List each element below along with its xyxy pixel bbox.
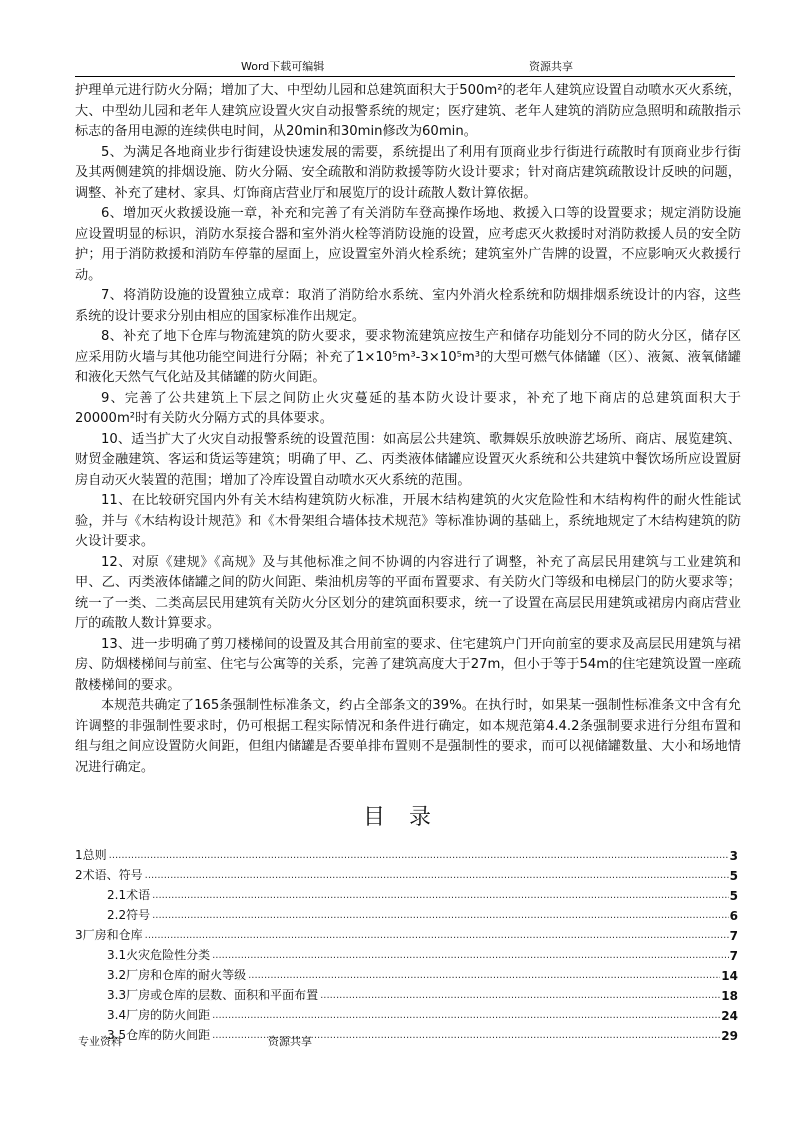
toc-entry-label: 1总则 bbox=[75, 848, 107, 862]
body-text bbox=[75, 81, 741, 778]
toc-entry-label: 3.1火灾危险性分类 bbox=[107, 948, 211, 962]
toc-entry-label: 2.1术语 bbox=[107, 888, 151, 902]
paragraph: 10、适当扩大了火灾自动报警系统的设置范围：如高层公共建筑、歌舞娱乐放映游艺场所、商店、展览建筑、财贸金融建筑、客运和货运等建筑；明确了甲、乙、丙类液体储罐应设置灭火系统和公共建筑中餐饮场所应设置厨房自动灭火装置的范围；增加了冷库设置自动喷水灭火系统的范围。 bbox=[75, 431, 741, 488]
paragraph: 6、增加灭火救援设施一章，补充和完善了有关消防车登高操作场地、救援入口等的设置要求；规定消防设施应设置明显的标识，消防水泵接合器和室外消火栓等消防设施的设置，应考虑灭火救援时对消防救援人员的安全防护；用于消防救援和消防车停靠的屋面上，应设置室外消火栓系统；建筑室外广告牌的设置，不应影响灭火救援行动。 bbox=[75, 206, 741, 283]
toc-entry-label: 3厂房和仓库 bbox=[75, 928, 143, 942]
paragraph: 护理单元进行防火分隔；增加了大、中型幼儿园和总建筑面积大于500m²的老年人建筑应设置自动喷水灭火系统，大、中型幼儿园和老年人建筑应设置火灾自动报警系统的规定；医疗建筑、老年人建筑的消防应急照明和疏散指示标志的备用电源的连续供电时间，从20min和30min修改为60min。 bbox=[75, 83, 741, 139]
toc-leader-dots bbox=[145, 869, 729, 883]
paragraph: 7、将消防设施的设置独立成章：取消了消防给水系统、室内外消火栓系统和防烟排烟系统设计的内容，这些系统的设计要求分别由相应的国家标准作出规定。 bbox=[75, 288, 741, 324]
toc-entry-page: 5 bbox=[729, 869, 738, 883]
toc-entry-page: 29 bbox=[721, 1029, 738, 1043]
paragraph: 11、在比较研究国内外有关木结构建筑防火标准，开展木结构建筑的火灾危险性和木结构构件的耐火性能试验，并与《木结构设计规范》和《木骨架组合墙体技术规范》等标准协调的基础上，系统地规定了木结构建筑的防火设计要求。 bbox=[75, 493, 741, 549]
toc-entry[interactable] bbox=[75, 963, 738, 983]
toc-leader-dots bbox=[248, 969, 720, 983]
toc-entry-label: 2.2符号 bbox=[107, 908, 151, 922]
toc-entry-page: 7 bbox=[729, 949, 738, 963]
paragraph: 8、补充了地下仓库与物流建筑的防火要求，要求物流建筑应按生产和储存功能划分不同的防火分区，储存区应采用防火墙与其他功能空间进行分隔；补充了1×10⁵m³-3×10⁵m³的大型可燃气体储罐（区）、液氮、液氧储罐和液化天然气气化站及其储罐的防火间距。 bbox=[75, 329, 741, 385]
toc-entry[interactable] bbox=[75, 1023, 738, 1043]
toc-leader-dots bbox=[212, 949, 729, 963]
toc-entry-label: 3.2厂房和仓库的耐火等级 bbox=[107, 968, 247, 982]
header-right-text: 资源共享 bbox=[529, 60, 573, 73]
toc-leader-dots bbox=[152, 909, 729, 923]
toc-entry-page: 5 bbox=[729, 889, 738, 903]
toc-entry-page: 3 bbox=[729, 849, 738, 863]
toc-entry[interactable] bbox=[75, 843, 738, 863]
footer-left-text: 专业资料 bbox=[78, 1035, 122, 1048]
toc-entry-page: 18 bbox=[721, 989, 738, 1003]
toc-entry-label: 3.3厂房或仓库的层数、面积和平面布置 bbox=[107, 988, 319, 1002]
toc-leader-dots bbox=[212, 1009, 720, 1023]
toc-entry[interactable] bbox=[75, 883, 738, 903]
table-of-contents bbox=[75, 843, 738, 1043]
toc-entry-page: 14 bbox=[721, 969, 738, 983]
toc-entry[interactable] bbox=[75, 903, 738, 923]
paragraph: 12、对原《建规》《高规》及与其他标准之间不协调的内容进行了调整，补充了高层民用建筑与工业建筑和甲、乙、丙类液体储罐之间的防火间距、柴油机房等的平面布置要求、有关防火门等级和电梯层门的防火要求等；统一了一类、二类高层民用建筑有关防火分区划分的建筑面积要求，统一了设置在高层民用建筑或裙房内商店营业厅的疏散人数计算要求。 bbox=[75, 554, 741, 631]
page-header bbox=[75, 54, 735, 77]
paragraph: 本规范共确定了165条强制性标准条文，约占全部条文的39%。在执行时，如果某一强制性标准条文中含有允许调整的非强制性要求时，仍可根据工程实际情况和条件进行确定，如本规范第4.4.2条强制要求进行分组布置和组与组之间应设置防火间距，但组内储罐是否要单排布置则不是强制性的要求，而可以视储罐数量、大小和场地情况进行确定。 bbox=[75, 698, 741, 775]
toc-entry-label: 3.5仓库的防火间距 bbox=[107, 1028, 211, 1042]
toc-entry[interactable] bbox=[75, 923, 738, 943]
header-left-text: Word下载可编辑 bbox=[241, 60, 325, 73]
toc-entry-label: 2术语、符号 bbox=[75, 868, 143, 882]
paragraph: 9、完善了公共建筑上下层之间防止火灾蔓延的基本防火设计要求，补充了地下商店的总建筑面积大于20000m²时有关防火分隔方式的具体要求。 bbox=[75, 390, 741, 426]
toc-entry[interactable] bbox=[75, 943, 738, 963]
toc-entry[interactable] bbox=[75, 1003, 738, 1023]
toc-leader-dots bbox=[109, 849, 729, 863]
toc-entry[interactable] bbox=[75, 863, 738, 883]
toc-entry-label: 3.4厂房的防火间距 bbox=[107, 1008, 211, 1022]
toc-leader-dots bbox=[152, 889, 729, 903]
toc-title: 目录 bbox=[362, 805, 455, 830]
footer-right-text: 资源共享 bbox=[268, 1035, 312, 1048]
paragraph: 5、为满足各地商业步行街建设快速发展的需要，系统提出了利用有顶商业步行街进行疏散时有顶商业步行街及其两侧建筑的排烟设施、防火分隔、安全疏散和消防救援等防火设计要求；针对商店建筑疏散设计反映的问题，调整、补充了建材、家具、灯饰商店营业厅和展览厅的设计疏散人数计算依据。 bbox=[75, 144, 741, 201]
toc-entry-page: 7 bbox=[729, 929, 738, 943]
toc-entry-page: 24 bbox=[721, 1009, 738, 1023]
toc-entry-page: 6 bbox=[729, 909, 738, 923]
toc-entry[interactable] bbox=[75, 983, 738, 1003]
toc-leader-dots bbox=[145, 929, 729, 943]
paragraph: 13、进一步明确了剪刀楼梯间的设置及其合用前室的要求、住宅建筑户门开向前室的要求及高层民用建筑与裙房、防烟楼梯间与前室、住宅与公寓等的关系，完善了建筑高度大于27m，但小于等于54m的住宅建筑设置一座疏散楼梯间的要求。 bbox=[75, 636, 741, 693]
toc-leader-dots bbox=[320, 989, 720, 1003]
